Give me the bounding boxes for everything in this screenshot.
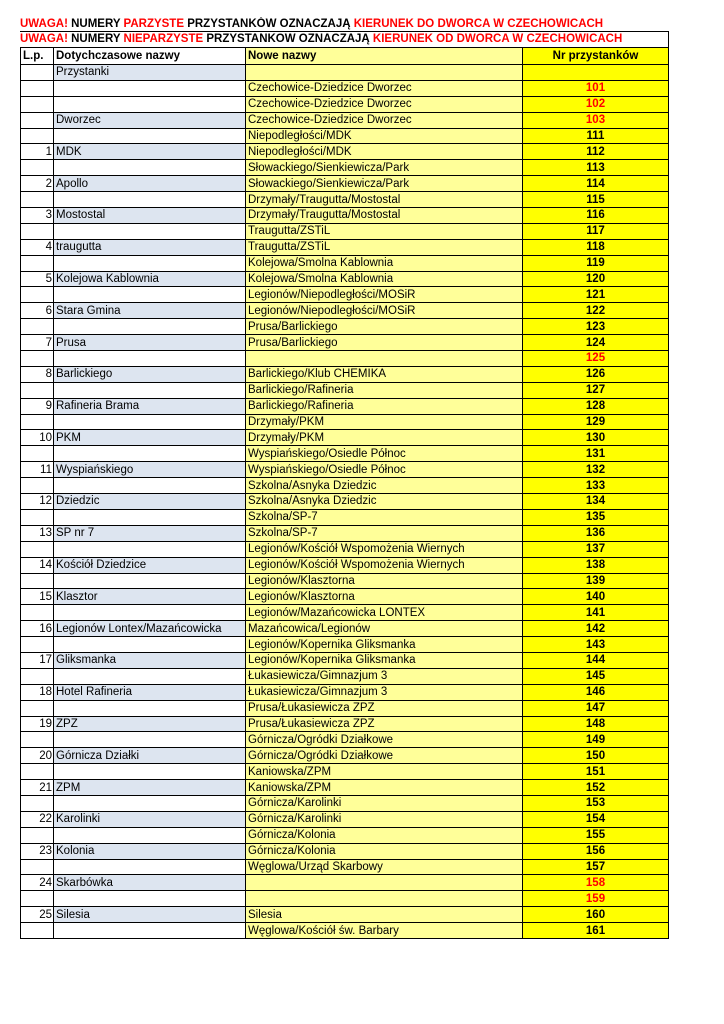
row-new-name: Mazańcowica/Legionów [246,621,523,637]
row-stop-number: 133 [523,478,669,494]
row-old-name: Górnicza Działki [54,748,246,764]
row-lp [21,351,54,367]
row-new-name: Legionów/Mazańcowicka LONTEX [246,605,523,621]
row-old-name [54,859,246,875]
row-old-name: Mostostal [54,208,246,224]
row-stop-number: 114 [523,176,669,192]
row-new-name: Legionów/Kościół Wspomożenia Wiernych [246,541,523,557]
row-lp: 22 [21,811,54,827]
row-new-name: Kolejowa/Smolna Kablownia [246,271,523,287]
row-lp: 1 [21,144,54,160]
row-new-name: Kaniowska/ZPM [246,780,523,796]
row-lp: 10 [21,430,54,446]
row-stop-number: 115 [523,192,669,208]
table-row [21,764,669,780]
row-stop-number: 112 [523,144,669,160]
row-old-name: Stara Gmina [54,303,246,319]
row-new-name: Czechowice-Dziedzice Dworzec [246,112,523,128]
table-row [21,732,669,748]
table-row [21,541,669,557]
row-lp: 12 [21,494,54,510]
row-new-name: Wyspiańskiego/Osiedle Północ [246,446,523,462]
header-old-names: Dotychczasowe nazwy [54,48,246,65]
table-row [21,239,669,255]
row-old-name: Kolonia [54,843,246,859]
row-stop-number: 153 [523,795,669,811]
row-lp [21,732,54,748]
row-stop-number [523,65,669,81]
row-old-name [54,605,246,621]
row-lp [21,637,54,653]
row-old-name [54,764,246,780]
row-new-name: Słowackiego/Sienkiewicza/Park [246,160,523,176]
row-old-name: Klasztor [54,589,246,605]
row-lp: 3 [21,208,54,224]
row-stop-number: 129 [523,414,669,430]
row-old-name: Przystanki [54,65,246,81]
row-lp [21,192,54,208]
table-row [21,494,669,510]
row-old-name [54,795,246,811]
row-new-name [246,875,523,891]
row-old-name: Dziedzic [54,494,246,510]
table-row [21,255,669,271]
row-stop-number: 151 [523,764,669,780]
row-lp: 8 [21,366,54,382]
row-old-name [54,732,246,748]
row-new-name [246,65,523,81]
table-row [21,176,669,192]
row-lp: 13 [21,525,54,541]
notice-segment: PARZYSTE [123,18,185,30]
table-row [21,112,669,128]
row-new-name: Górnicza/Karolinki [246,811,523,827]
notice-segment: KIERUNEK OD DWORCA W CZECHOWICACH [372,33,623,45]
row-stop-number: 103 [523,112,669,128]
row-lp [21,923,54,939]
row-stop-number: 128 [523,398,669,414]
row-stop-number: 141 [523,605,669,621]
row-old-name: Silesia [54,907,246,923]
row-new-name: Kaniowska/ZPM [246,764,523,780]
row-old-name [54,478,246,494]
row-new-name: Silesia [246,907,523,923]
table-row [21,700,669,716]
row-old-name: Prusa [54,335,246,351]
table-row [21,589,669,605]
header-lp: L.p. [21,48,54,65]
table-row [21,557,669,573]
row-stop-number: 102 [523,96,669,112]
row-new-name: Szkolna/Asnyka Dziedzic [246,478,523,494]
row-stop-number: 150 [523,748,669,764]
row-lp [21,223,54,239]
row-stop-number: 117 [523,223,669,239]
row-lp: 11 [21,462,54,478]
row-lp [21,764,54,780]
row-old-name [54,668,246,684]
table-row [21,462,669,478]
table-row [21,192,669,208]
row-new-name: Wyspiańskiego/Osiedle Północ [246,462,523,478]
table-row [21,891,669,907]
row-new-name: Legionów/Niepodległości/MOSiR [246,303,523,319]
table-row [21,621,669,637]
row-old-name: SP nr 7 [54,525,246,541]
row-lp [21,255,54,271]
row-stop-number: 132 [523,462,669,478]
table-row [21,335,669,351]
row-new-name: Legionów/Kopernika Gliksmanka [246,652,523,668]
notice-segment: KIERUNEK DO DWORCA W CZECHOWICACH [353,18,604,30]
table-row [21,859,669,875]
row-new-name: Szkolna/SP-7 [246,509,523,525]
row-stop-number: 130 [523,430,669,446]
row-new-name: Łukasiewicza/Gimnazjum 3 [246,684,523,700]
row-old-name [54,382,246,398]
row-lp [21,112,54,128]
row-new-name: Legionów/Klasztorna [246,589,523,605]
notice-segment: NIEPARZYSTE [123,33,204,45]
row-stop-number: 113 [523,160,669,176]
row-old-name: Apollo [54,176,246,192]
row-lp: 6 [21,303,54,319]
row-lp [21,478,54,494]
row-old-name [54,287,246,303]
row-stop-number: 122 [523,303,669,319]
row-lp [21,80,54,96]
row-new-name: Legionów/Klasztorna [246,573,523,589]
row-stop-number: 137 [523,541,669,557]
row-stop-number: 139 [523,573,669,589]
row-stop-number: 118 [523,239,669,255]
row-new-name: Niepodległości/MDK [246,144,523,160]
table-row [21,65,669,81]
row-lp: 21 [21,780,54,796]
row-new-name: Słowackiego/Sienkiewicza/Park [246,176,523,192]
row-lp [21,287,54,303]
row-stop-number: 157 [523,859,669,875]
table-row [21,366,669,382]
row-lp: 18 [21,684,54,700]
table-row [21,716,669,732]
table-row [21,525,669,541]
row-old-name [54,96,246,112]
row-old-name [54,319,246,335]
row-lp [21,859,54,875]
header-stop-numbers: Nr przystanków [523,48,669,65]
row-new-name: Legionów/Kopernika Gliksmanka [246,637,523,653]
row-new-name: Legionów/Niepodległości/MOSiR [246,287,523,303]
row-new-name: Prusa/Łukasiewicza ZPZ [246,716,523,732]
table-row [21,478,669,494]
row-stop-number: 160 [523,907,669,923]
row-old-name: Dworzec [54,112,246,128]
row-old-name: Karolinki [54,811,246,827]
row-lp: 17 [21,652,54,668]
row-new-name: Traugutta/ZSTiL [246,223,523,239]
row-stop-number: 121 [523,287,669,303]
row-stop-number: 161 [523,923,669,939]
table-row [21,223,669,239]
row-old-name: Gliksmanka [54,652,246,668]
row-stop-number: 154 [523,811,669,827]
row-new-name: Barlickiego/Rafineria [246,382,523,398]
row-new-name: Górnicza/Kolonia [246,843,523,859]
table-row [21,160,669,176]
row-lp [21,795,54,811]
table-row [21,208,669,224]
row-old-name [54,80,246,96]
row-lp: 20 [21,748,54,764]
row-stop-number: 156 [523,843,669,859]
row-lp [21,160,54,176]
row-new-name: Prusa/Łukasiewicza ZPZ [246,700,523,716]
row-new-name: Czechowice-Dziedzice Dworzec [246,80,523,96]
row-stop-number: 131 [523,446,669,462]
row-lp [21,319,54,335]
row-lp [21,700,54,716]
table-row [21,843,669,859]
row-old-name: Legionów Lontex/Mazańcowicka [54,621,246,637]
row-old-name: Kościół Dziedzice [54,557,246,573]
row-old-name [54,255,246,271]
row-old-name [54,351,246,367]
notice-segment: NUMERY [67,33,124,45]
row-old-name: MDK [54,144,246,160]
row-new-name [246,351,523,367]
row-new-name: Czechowice-Dziedzice Dworzec [246,96,523,112]
row-old-name: ZPM [54,780,246,796]
row-old-name [54,700,246,716]
row-stop-number: 140 [523,589,669,605]
row-old-name [54,414,246,430]
row-lp: 5 [21,271,54,287]
row-stop-number: 149 [523,732,669,748]
row-stop-number: 120 [523,271,669,287]
table-row [21,303,669,319]
row-lp [21,827,54,843]
row-stop-number: 155 [523,827,669,843]
table-row [21,351,669,367]
notice-segment: UWAGA! [20,33,68,45]
row-new-name: Traugutta/ZSTiL [246,239,523,255]
notice-segment: NUMERY [67,18,124,30]
row-stop-number: 159 [523,891,669,907]
row-stop-number: 123 [523,319,669,335]
row-stop-number: 136 [523,525,669,541]
row-new-name: Prusa/Barlickiego [246,319,523,335]
row-new-name: Szkolna/Asnyka Dziedzic [246,494,523,510]
row-lp: 23 [21,843,54,859]
row-lp: 14 [21,557,54,573]
row-lp [21,541,54,557]
row-new-name: Górnicza/Ogródki Działkowe [246,748,523,764]
row-new-name: Górnicza/Ogródki Działkowe [246,732,523,748]
row-stop-number: 144 [523,652,669,668]
row-lp: 24 [21,875,54,891]
row-stop-number: 101 [523,80,669,96]
row-old-name [54,637,246,653]
row-stop-number: 143 [523,637,669,653]
row-new-name: Kolejowa/Smolna Kablownia [246,255,523,271]
row-lp: 4 [21,239,54,255]
notice-segment: PRZYSTANKÓW OZNACZAJĄ [184,18,354,30]
row-lp [21,573,54,589]
notice-segment: UWAGA! [20,18,68,30]
row-new-name: Górnicza/Kolonia [246,827,523,843]
table-row [21,811,669,827]
row-lp [21,668,54,684]
row-lp [21,605,54,621]
table-row [21,573,669,589]
table-row [21,128,669,144]
row-new-name: Drzymały/Traugutta/Mostostal [246,208,523,224]
table-row [21,923,669,939]
notice-segment: PRZYSTANKOW OZNACZAJĄ [203,33,373,45]
row-old-name [54,446,246,462]
row-old-name [54,923,246,939]
table-row [21,827,669,843]
header-new-names: Nowe nazwy [246,48,523,65]
row-old-name [54,223,246,239]
row-new-name: Barlickiego/Klub CHEMIKA [246,366,523,382]
table-row [21,287,669,303]
row-stop-number: 124 [523,335,669,351]
table-row [21,780,669,796]
table-row [21,748,669,764]
row-old-name: Rafineria Brama [54,398,246,414]
table-row [21,414,669,430]
row-old-name: Wyspiańskiego [54,462,246,478]
row-new-name: Górnicza/Karolinki [246,795,523,811]
row-stop-number: 135 [523,509,669,525]
table-row [21,430,669,446]
row-old-name: PKM [54,430,246,446]
row-stop-number: 134 [523,494,669,510]
row-new-name: Barlickiego/Rafineria [246,398,523,414]
table-row [21,605,669,621]
row-old-name [54,541,246,557]
row-old-name [54,160,246,176]
row-old-name [54,573,246,589]
row-new-name: Łukasiewicza/Gimnazjum 3 [246,668,523,684]
row-old-name [54,192,246,208]
row-lp [21,414,54,430]
row-lp [21,509,54,525]
table-row [21,875,669,891]
row-old-name [54,509,246,525]
table-row [21,652,669,668]
row-lp [21,128,54,144]
row-stop-number: 126 [523,366,669,382]
row-stop-number: 152 [523,780,669,796]
row-lp: 16 [21,621,54,637]
stops-table [20,47,669,939]
row-old-name: Kolejowa Kablownia [54,271,246,287]
row-stop-number: 111 [523,128,669,144]
row-lp [21,65,54,81]
table-row [21,668,669,684]
row-stop-number: 125 [523,351,669,367]
table-row [21,509,669,525]
table-row [21,80,669,96]
row-new-name: Prusa/Barlickiego [246,335,523,351]
table-row [21,398,669,414]
row-lp [21,446,54,462]
row-lp: 15 [21,589,54,605]
table-row [21,907,669,923]
row-old-name [54,128,246,144]
row-stop-number: 142 [523,621,669,637]
row-new-name [246,891,523,907]
table-row [21,795,669,811]
table-row [21,271,669,287]
table-row [21,319,669,335]
row-lp: 9 [21,398,54,414]
row-old-name: Barlickiego [54,366,246,382]
row-new-name: Drzymały/PKM [246,414,523,430]
row-stop-number: 158 [523,875,669,891]
row-stop-number: 145 [523,668,669,684]
row-old-name: Hotel Rafineria [54,684,246,700]
notice-odd-numbers [20,31,669,48]
row-stop-number: 147 [523,700,669,716]
row-old-name [54,827,246,843]
row-lp [21,382,54,398]
table-row [21,684,669,700]
row-old-name [54,891,246,907]
table-row [21,637,669,653]
row-lp [21,891,54,907]
row-lp: 7 [21,335,54,351]
row-old-name: traugutta [54,239,246,255]
row-stop-number: 119 [523,255,669,271]
table-row [21,382,669,398]
row-stop-number: 146 [523,684,669,700]
row-new-name: Niepodległości/MDK [246,128,523,144]
row-new-name: Drzymały/PKM [246,430,523,446]
notice-even-numbers [20,17,668,32]
row-lp: 2 [21,176,54,192]
row-old-name: Skarbówka [54,875,246,891]
row-new-name: Szkolna/SP-7 [246,525,523,541]
table-row [21,446,669,462]
row-lp [21,96,54,112]
row-lp: 25 [21,907,54,923]
row-new-name: Legionów/Kościół Wspomożenia Wiernych [246,557,523,573]
row-lp: 19 [21,716,54,732]
row-old-name: ZPZ [54,716,246,732]
table-row [21,96,669,112]
row-stop-number: 148 [523,716,669,732]
row-new-name: Drzymały/Traugutta/Mostostal [246,192,523,208]
row-stop-number: 138 [523,557,669,573]
row-new-name: Węglowa/Urząd Skarbowy [246,859,523,875]
row-stop-number: 116 [523,208,669,224]
row-new-name: Węglowa/Kościół św. Barbary [246,923,523,939]
table-row [21,144,669,160]
table-header-row [21,48,669,65]
row-stop-number: 127 [523,382,669,398]
